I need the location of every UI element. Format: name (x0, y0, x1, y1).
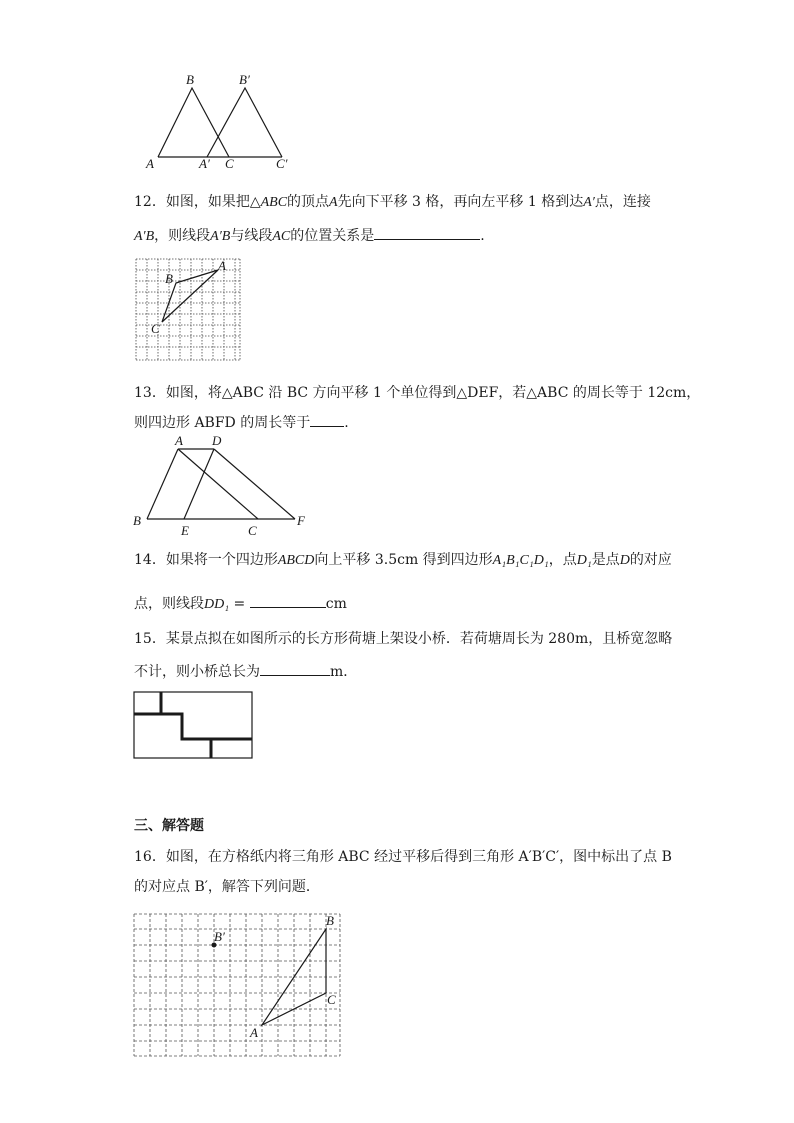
q16-dashed-grid (134, 914, 340, 1056)
q11-label-a-prime: A′ (199, 156, 210, 171)
q13-label-c: C (248, 523, 257, 538)
q12-label-c: C (151, 321, 160, 336)
q16-label-c: C (327, 992, 336, 1007)
q16-label-b: B (326, 913, 334, 928)
q15-line-1: 15．某景点拟在如图所示的长方形荷塘上架设小桥．若荷塘周长为 280m，且桥宽忽略 (134, 631, 673, 647)
q16-line-2: 的对应点 B′，解答下列问题． (134, 879, 320, 895)
q11-label-b-prime: B′ (239, 72, 250, 87)
q11-label-b: B (186, 72, 194, 87)
q14-line-2: 点，则线段DD₁ = cm (134, 593, 347, 614)
q13-label-d: D (212, 433, 222, 448)
q13-line-1: 13．如图，将△ABC 沿 BC 方向平移 1 个单位得到△DEF，若△ABC 的周长等于 12cm， (134, 385, 701, 401)
section-title: 三、解答题 (134, 818, 204, 834)
q13-label-f: F (297, 513, 305, 528)
q12-label-a: A (218, 258, 226, 273)
q13-label-b: B (133, 513, 141, 528)
q12-line-2: A′B，则线段A′B与线段AC的位置关系是 . (134, 225, 485, 246)
q11-label-c-prime: C′ (276, 156, 288, 171)
q16-label-b-prime: B′ (214, 929, 225, 944)
q11-label-a: A (146, 156, 154, 171)
q12-label-b: B (165, 271, 173, 286)
q13-label-e: E (181, 523, 189, 538)
q14-line-1: 14．如果将一个四边形ABCD向上平移 3.5cm 得到四边形A₁B₁C₁D₁，点D₁是点D的对应 (134, 552, 672, 568)
q11-label-c: C (225, 156, 234, 171)
q13-label-a: A (175, 433, 183, 448)
q16-label-a: A (250, 1025, 258, 1040)
q16-line-1: 16．如图，在方格纸内将三角形 ABC 经过平移后得到三角形 A′B′C′，图中标出了点 B (134, 849, 672, 865)
q15-line-2: 不计，则小桥总长为 m． (134, 661, 357, 681)
q13-line-2: 则四边形 ABFD 的周长等于 . (134, 412, 349, 432)
q12-line-1: 12．如图，如果把△ABC的顶点A先向下平移 3 格，再向左平移 1 格到达A′点，连接 (134, 194, 651, 210)
